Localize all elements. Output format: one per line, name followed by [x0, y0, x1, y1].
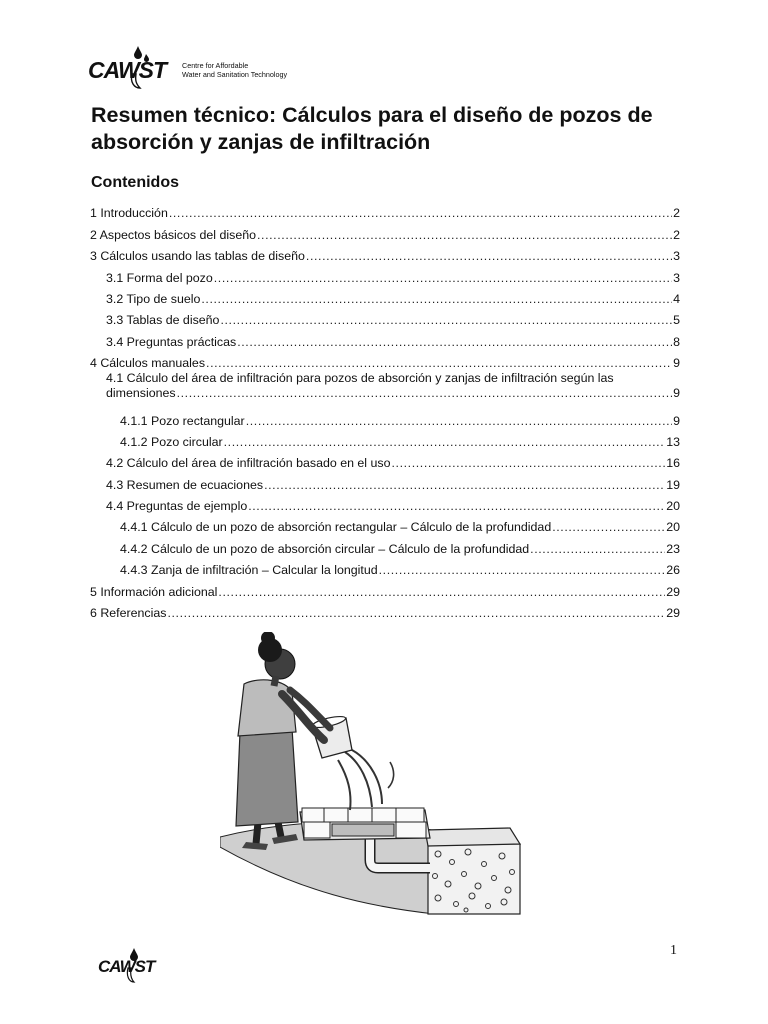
toc-entry[interactable]	[90, 428, 680, 449]
toc-entry-title: 4.2 Cálculo del área de infiltración basado en el uso	[106, 456, 391, 471]
toc-entry[interactable]	[90, 492, 680, 513]
toc-entry-title: 4.4.1 Cálculo de un pozo de absorción rectangular – Cálculo de la profundidad	[120, 520, 552, 535]
toc-entry[interactable]	[90, 349, 680, 370]
toc-entry-page: 23	[666, 541, 680, 556]
toc-entry-page: 4	[673, 291, 680, 306]
toc-leader-dots	[552, 520, 665, 534]
toc-entry-title: 4.1.1 Pozo rectangular	[120, 413, 245, 428]
toc-entry-page: 9	[673, 356, 680, 371]
cawst-logo	[88, 44, 308, 90]
toc-entry[interactable]	[90, 199, 680, 220]
toc-entry-title: 1 Introducción	[90, 206, 168, 221]
toc-entry-page: 8	[673, 334, 680, 349]
toc-entry[interactable]	[90, 285, 680, 306]
toc-leader-dots	[248, 499, 665, 513]
toc-entry[interactable]	[90, 599, 680, 620]
toc-leader-dots	[167, 606, 665, 620]
logo-wordmark: CAWST	[88, 57, 167, 83]
toc-entry-page: 29	[666, 606, 680, 621]
toc-entry-page: 20	[666, 520, 680, 535]
toc-leader-dots	[257, 228, 672, 242]
toc-entry-title: 3.3 Tablas de diseño	[106, 313, 220, 328]
logo-tagline-line1: Centre for Affordable	[182, 61, 249, 70]
toc-entry-page: 29	[666, 584, 680, 599]
toc-entry-page: 3	[673, 249, 680, 264]
toc-entry-page: 2	[673, 227, 680, 242]
table-of-contents	[90, 199, 680, 620]
toc-entry-title: 5 Información adicional	[90, 584, 218, 599]
toc-entry-title: 4.4.3 Zanja de infiltración – Calcular la longitud	[120, 563, 378, 578]
toc-leader-dots	[530, 542, 665, 556]
toc-leader-dots	[206, 356, 672, 370]
toc-entry[interactable]	[90, 406, 680, 427]
toc-entry-title: 3.1 Forma del pozo	[106, 270, 213, 285]
footer-logo	[96, 946, 172, 992]
toc-entry[interactable]	[90, 449, 680, 470]
toc-entry-title: 3 Cálculos usando las tablas de diseño	[90, 249, 305, 264]
toc-entry-page: 26	[666, 563, 680, 578]
logo-tagline-line2: Water and Sanitation Technology	[182, 70, 288, 79]
cawst-logo-mark	[88, 44, 180, 90]
toc-entry-title: 4.4.2 Cálculo de un pozo de absorción circular – Cálculo de la profundidad	[120, 541, 530, 556]
toc-entry-title: 4.3 Resumen de ecuaciones	[106, 477, 264, 492]
toc-leader-dots	[214, 271, 672, 285]
toc-entry-title: 2 Aspectos básicos del diseño	[90, 227, 257, 242]
toc-heading: Contenidos	[91, 174, 179, 191]
toc-entry-page: 3	[673, 270, 680, 285]
toc-leader-dots	[237, 335, 672, 349]
toc-entry[interactable]	[90, 556, 680, 577]
toc-entry-title: 3.4 Preguntas prácticas	[106, 334, 237, 349]
toc-entry[interactable]	[90, 370, 680, 406]
toc-leader-dots	[246, 414, 672, 428]
toc-entry-title: 4.4 Preguntas de ejemplo	[106, 499, 248, 514]
toc-entry-page: 2	[673, 206, 680, 221]
toc-entry[interactable]	[90, 263, 680, 284]
toc-entry[interactable]	[90, 577, 680, 598]
toc-entry-title-line1: 4.1 Cálculo del área de infiltración para pozos de absorción y zanjas de infiltración según las	[106, 371, 614, 386]
toc-entry-page: 9	[673, 413, 680, 428]
toc-entry[interactable]	[90, 470, 680, 491]
footer-logo-wordmark: CAWST	[98, 957, 155, 976]
toc-entry-title: 4.1.2 Pozo circular	[120, 434, 223, 449]
toc-entry[interactable]	[90, 306, 680, 327]
toc-entry-page: 9	[673, 386, 680, 401]
page-number: 1	[670, 943, 677, 958]
toc-leader-dots	[391, 456, 665, 470]
toc-leader-dots	[220, 313, 672, 327]
toc-entry-page: 19	[666, 477, 680, 492]
toc-leader-dots	[379, 563, 666, 577]
toc-entry[interactable]	[90, 242, 680, 263]
toc-entry-title: 4 Cálculos manuales	[90, 356, 206, 371]
toc-entry[interactable]	[90, 513, 680, 534]
toc-entry-page: 16	[666, 456, 680, 471]
toc-entry[interactable]	[90, 327, 680, 348]
cawst-logo-mark-footer	[96, 946, 172, 992]
soak-pit-illustration	[220, 632, 530, 917]
toc-leader-dots	[264, 478, 665, 492]
toc-entry-title: 3.2 Tipo de suelo	[106, 291, 201, 306]
toc-entry-title: 6 Referencias	[90, 606, 167, 621]
toc-entry-page: 20	[666, 499, 680, 514]
toc-leader-dots	[201, 292, 672, 306]
toc-leader-dots	[169, 206, 672, 220]
toc-entry-page: 5	[673, 313, 680, 328]
toc-leader-dots	[306, 249, 672, 263]
toc-leader-dots	[177, 386, 673, 401]
toc-leader-dots	[218, 585, 665, 599]
toc-leader-dots	[224, 435, 666, 449]
document-title: Resumen técnico: Cálculos para el diseño de pozos de absorción y zanjas de infiltración	[91, 103, 653, 154]
toc-entry-page: 13	[666, 434, 680, 449]
toc-entry[interactable]	[90, 220, 680, 241]
toc-entry-title: dimensiones	[106, 386, 176, 401]
toc-entry[interactable]	[90, 534, 680, 555]
